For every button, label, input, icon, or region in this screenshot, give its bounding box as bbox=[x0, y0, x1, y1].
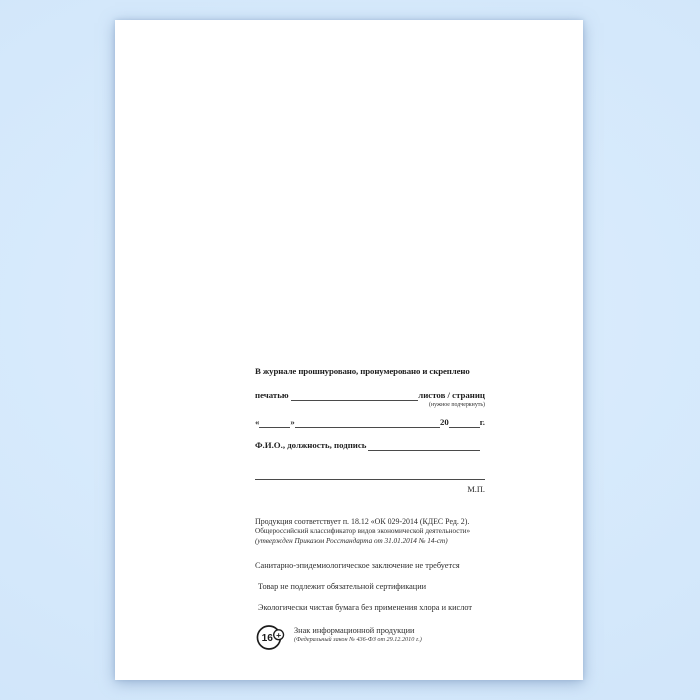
fio-blank-line bbox=[368, 441, 480, 451]
certification-statement: Товар не подлежит обязательной сертификации bbox=[258, 581, 427, 591]
product-compliance-line3: (утвержден Приказом Росстандарта от 31.01.2014 № 14-ст) bbox=[255, 537, 448, 546]
sheets-count-blank-line bbox=[291, 391, 419, 401]
underline-note: (нужное подчеркнуть) bbox=[429, 401, 485, 408]
age-16plus-icon bbox=[256, 623, 285, 652]
paper-sheet bbox=[115, 20, 583, 680]
age-number: 16 bbox=[261, 632, 273, 644]
seal-label: печатью bbox=[255, 390, 289, 400]
age-mark-text bbox=[294, 623, 422, 643]
quote-close: » bbox=[290, 417, 295, 428]
age-mark-row bbox=[255, 623, 505, 652]
fio-row bbox=[255, 441, 485, 451]
year-prefix: 20 bbox=[440, 417, 449, 428]
sheets-label: листов / страниц bbox=[418, 390, 485, 400]
stamp-title: В журнале прошнуровано, пронумеровано и скреплено bbox=[255, 366, 470, 376]
year-suffix: г. bbox=[479, 417, 485, 428]
sheets-row bbox=[255, 391, 485, 401]
fio-label: Ф.И.О., должность, подпись bbox=[255, 440, 367, 451]
product-compliance-line2: Общероссийский классификатор видов экономической деятельности» bbox=[255, 527, 471, 536]
info-block bbox=[255, 517, 505, 652]
stamp-place-label: М.П. bbox=[467, 485, 485, 495]
age-plus: + bbox=[276, 629, 282, 640]
quote-open: « bbox=[255, 417, 260, 428]
product-compliance-line1: Продукция соответствует п. 18.12 «ОК 029-2014 (КДЕС Ред. 2). bbox=[255, 517, 470, 526]
signature-blank-line bbox=[255, 470, 485, 480]
age-mark-law: (Федеральный закон № 436-ФЗ от 29.12.2010 г.) bbox=[294, 635, 422, 643]
eco-paper-statement: Экологически чистая бумага без применения хлора и кислот bbox=[258, 602, 473, 612]
stamp-block bbox=[255, 367, 485, 494]
date-row bbox=[255, 418, 485, 428]
age-mark-label: Знак информационной продукции bbox=[294, 625, 415, 635]
sanitary-statement: Санитарно-эпидемиологическое заключение не требуется bbox=[255, 560, 460, 570]
year-blank-line bbox=[449, 418, 480, 428]
day-blank-line bbox=[259, 418, 290, 428]
signature-row bbox=[255, 470, 485, 480]
month-blank-line bbox=[295, 418, 440, 428]
